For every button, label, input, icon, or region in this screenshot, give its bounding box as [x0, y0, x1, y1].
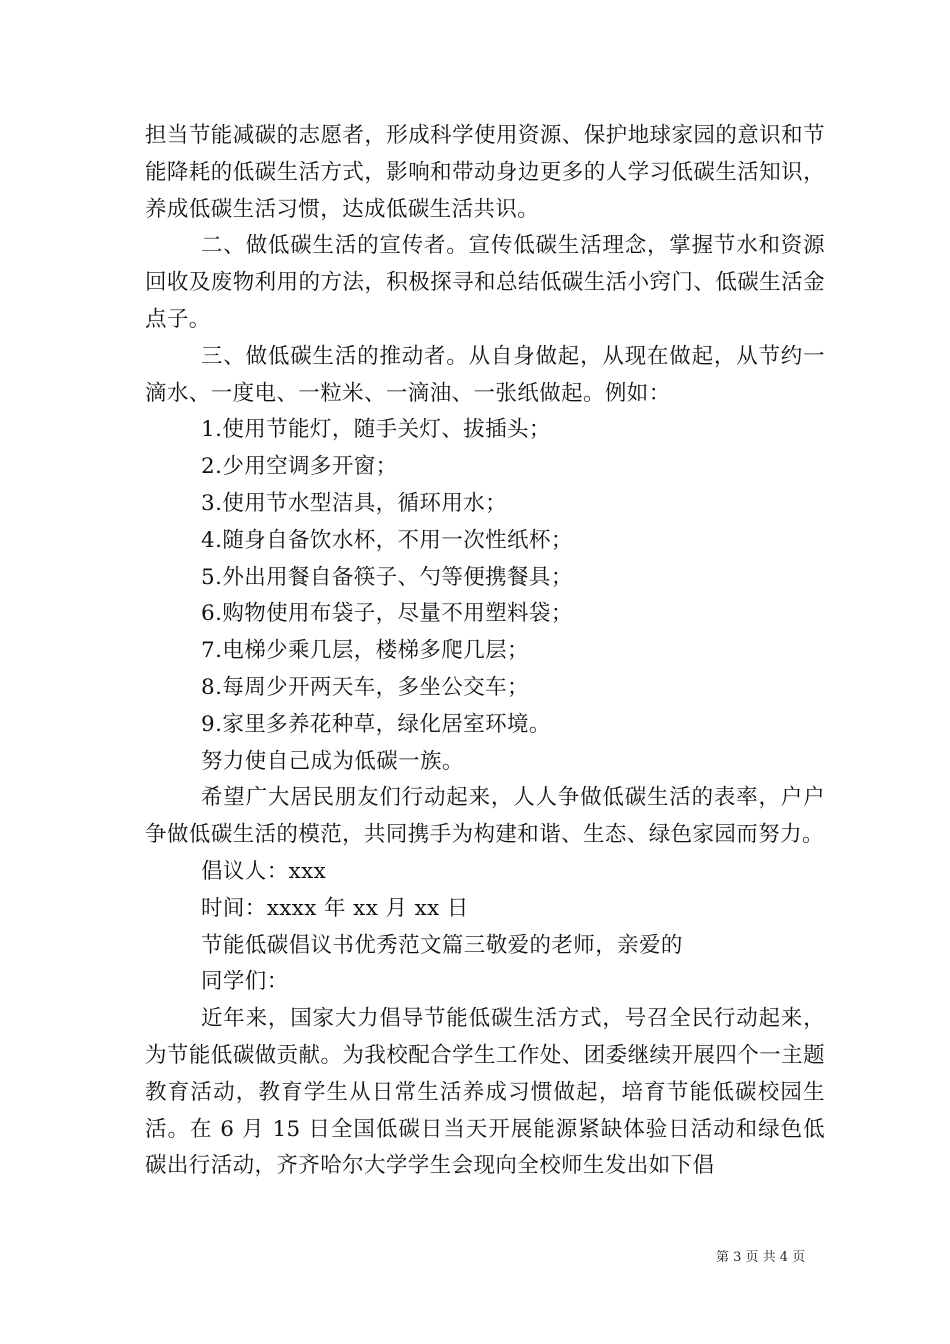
paragraph-driver: 三、做低碳生活的推动者。从自身做起，从现在做起，从节约一滴水、一度电、一粒米、一滴油、一张纸做起。例如：	[145, 343, 825, 406]
date-line: 时间：xxxx 年 xx 月 xx 日	[201, 895, 469, 921]
list-item: 9.家里多养花种草，绿化居室环境。	[201, 711, 551, 737]
closing-line: 努力使自己成为低碳一族。	[201, 748, 464, 774]
list-item: 1.使用节能灯，随手关灯、拔插头；	[201, 417, 551, 443]
list-item: 6.购物使用布袋子，尽量不用塑料袋；	[201, 601, 573, 627]
salutation: 同学们：	[201, 969, 289, 995]
tips-list	[145, 412, 825, 743]
paragraph-volunteer: 担当节能减碳的志愿者，形成科学使用资源、保护地球家园的意识和节能降耗的低碳生活方式，影响和带动身边更多的人学习低碳生活知识，养成低碳生活习惯，达成低碳生活共识。	[145, 123, 825, 222]
page-number: 第 3 页 共 4 页	[716, 1250, 806, 1265]
list-item: 7.电梯少乘几层，楼梯多爬几层；	[201, 638, 529, 664]
proposer-line: 倡议人：xxx	[201, 858, 327, 884]
appeal-paragraph: 希望广大居民朋友们行动起来，人人争做低碳生活的表率，户户争做低碳生活的模范，共同携手为构建和谐、生态、绿色家园而努力。	[145, 785, 825, 848]
list-item: 5.外出用餐自备筷子、勺等便携餐具；	[201, 564, 573, 590]
section-title: 节能低碳倡议书优秀范文篇三敬爱的老师，亲爱的	[201, 932, 683, 958]
list-item: 2.少用空调多开窗；	[201, 454, 398, 480]
body-paragraph: 近年来，国家大力倡导节能低碳生活方式，号召全民行动起来，为节能低碳做贡献。为我校配合学生工作处、团委继续开展四个一主题教育活动，教育学生从日常生活养成习惯做起，培育节能低碳校园生活。在 6 月 15 日全国低碳日当天开展能源紧缺体验日活动和绿色低碳出行活动，齐齐哈尔大学学生会现向全校师生发出如下倡	[145, 1006, 825, 1179]
list-item: 3.使用节水型洁具，循环用水；	[201, 490, 508, 516]
list-item: 4.随身自备饮水杯，不用一次性纸杯；	[201, 527, 573, 553]
document-body	[145, 118, 825, 1185]
list-item: 8.每周少开两天车，多坐公交车；	[201, 674, 529, 700]
paragraph-promoter: 二、做低碳生活的宣传者。宣传低碳生活理念，掌握节水和资源回收及废物利用的方法，积极探寻和总结低碳生活小窍门、低碳生活金点子。	[145, 233, 825, 332]
